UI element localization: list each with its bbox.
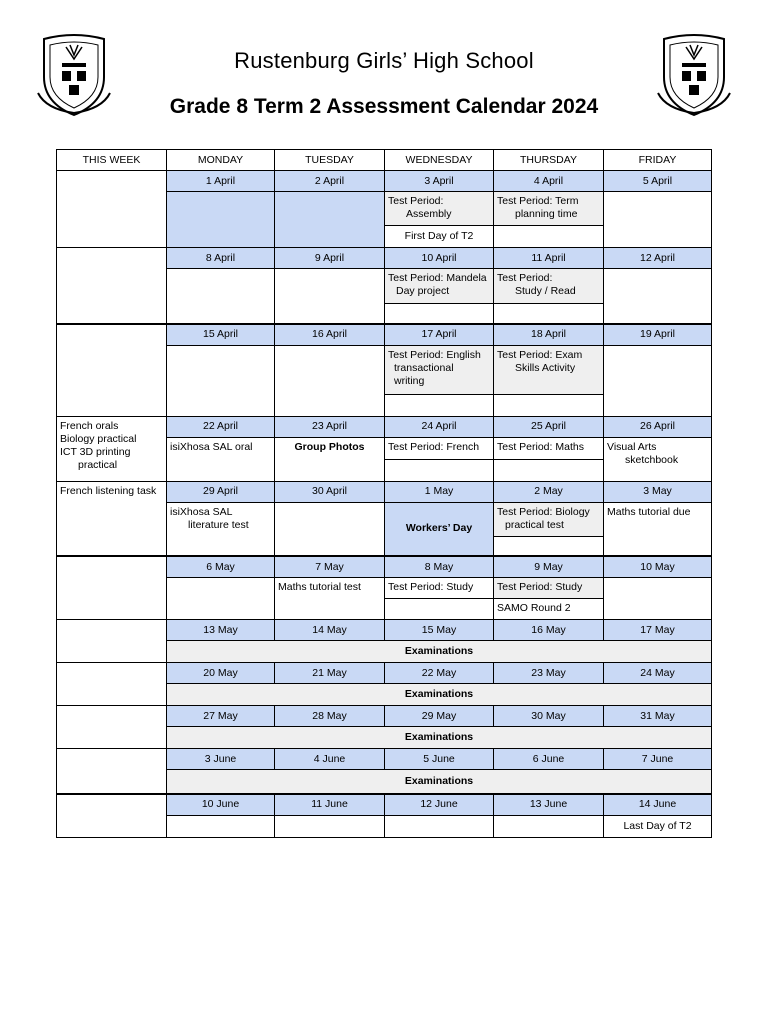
- event-cell: [167, 578, 275, 620]
- date-cell: 4 June: [275, 749, 385, 770]
- week-9-dates: [57, 706, 712, 727]
- event-cell: Test Period: Term planning time: [494, 192, 604, 226]
- event-cell: Group Photos: [275, 437, 385, 481]
- week-7-dates: [57, 620, 712, 641]
- date-cell: 18 April: [494, 324, 604, 346]
- event-cell: [494, 394, 604, 416]
- date-cell: 13 June: [494, 794, 604, 816]
- week-8-dates: [57, 663, 712, 684]
- date-cell: 7 May: [275, 556, 385, 578]
- date-cell: 23 May: [494, 663, 604, 684]
- event-cell: [604, 269, 712, 324]
- date-cell: 15 May: [385, 620, 494, 641]
- date-cell: 26 April: [604, 416, 712, 437]
- date-cell: 24 May: [604, 663, 712, 684]
- date-cell: 23 April: [275, 416, 385, 437]
- event-cell: [494, 536, 604, 556]
- event-cell: Test Period: Study: [494, 578, 604, 599]
- week-4-dates: [57, 416, 712, 437]
- header-row: [57, 150, 712, 171]
- date-cell: 2 April: [275, 171, 385, 192]
- event-cell: isiXhosa SAL literature test: [167, 502, 275, 556]
- date-cell: 11 June: [275, 794, 385, 816]
- exam-banner: Examinations: [167, 727, 712, 749]
- event-cell: Last Day of T2: [604, 815, 712, 837]
- event-cell: SAMO Round 2: [494, 599, 604, 620]
- event-cell: Maths tutorial test: [275, 578, 385, 620]
- this-week-cell: [57, 749, 167, 794]
- event-cell: Test Period: Exam Skills Activity: [494, 345, 604, 394]
- event-cell: [385, 459, 494, 481]
- event-cell: Test Period: English transactional writing: [385, 345, 494, 394]
- col-friday: FRIDAY: [604, 150, 712, 171]
- event-cell: Test Period: Mandela Day project: [385, 269, 494, 304]
- this-week-cell: [57, 706, 167, 749]
- date-cell: 8 April: [167, 248, 275, 269]
- event-cell: Test Period: French: [385, 437, 494, 459]
- date-cell: 14 May: [275, 620, 385, 641]
- assessment-calendar-table: [56, 149, 712, 838]
- event-cell: Visual Arts sketchbook: [604, 437, 712, 481]
- date-cell: 10 June: [167, 794, 275, 816]
- event-cell: [385, 599, 494, 620]
- event-cell: Test Period: Study: [385, 578, 494, 599]
- col-monday: MONDAY: [167, 150, 275, 171]
- exam-banner: Examinations: [167, 770, 712, 794]
- date-cell: 28 May: [275, 706, 385, 727]
- event-cell: [604, 192, 712, 248]
- date-cell: 30 April: [275, 481, 385, 502]
- date-cell: 24 April: [385, 416, 494, 437]
- date-cell: 19 April: [604, 324, 712, 346]
- event-cell: [385, 304, 494, 324]
- week-5-dates: [57, 481, 712, 502]
- event-cell: [604, 345, 712, 416]
- exam-banner: Examinations: [167, 684, 712, 706]
- event-cell: [275, 345, 385, 416]
- event-cell: [494, 304, 604, 324]
- this-week-cell: [57, 556, 167, 620]
- date-cell: 1 May: [385, 481, 494, 502]
- week-6-dates: [57, 556, 712, 578]
- date-cell: 22 April: [167, 416, 275, 437]
- event-cell: [385, 394, 494, 416]
- date-cell: 10 May: [604, 556, 712, 578]
- col-tuesday: TUESDAY: [275, 150, 385, 171]
- event-cell: [275, 192, 385, 248]
- date-cell: 9 May: [494, 556, 604, 578]
- this-week-cell: [57, 794, 167, 838]
- event-cell: [275, 269, 385, 324]
- event-cell: [275, 502, 385, 556]
- date-cell: 22 May: [385, 663, 494, 684]
- date-cell: 16 April: [275, 324, 385, 346]
- col-thursday: THURSDAY: [494, 150, 604, 171]
- date-cell: 29 April: [167, 481, 275, 502]
- event-cell: Test Period: Biology practical test: [494, 502, 604, 536]
- date-cell: 15 April: [167, 324, 275, 346]
- week-1-dates: [57, 171, 712, 192]
- event-cell: First Day of T2: [385, 226, 494, 248]
- date-cell: 29 May: [385, 706, 494, 727]
- col-this-week: THIS WEEK: [57, 150, 167, 171]
- event-cell: Maths tutorial due: [604, 502, 712, 556]
- event-cell: Test Period: Maths: [494, 437, 604, 459]
- event-cell: [167, 269, 275, 324]
- event-cell: Test Period: Assembly: [385, 192, 494, 226]
- date-cell: 3 May: [604, 481, 712, 502]
- date-cell: 17 April: [385, 324, 494, 346]
- date-cell: 12 April: [604, 248, 712, 269]
- date-cell: 7 June: [604, 749, 712, 770]
- date-cell: 4 April: [494, 171, 604, 192]
- week-11-dates: [57, 794, 712, 816]
- event-cell: Test Period: Study / Read: [494, 269, 604, 304]
- date-cell: 1 April: [167, 171, 275, 192]
- event-cell: [275, 815, 385, 837]
- event-cell: [494, 459, 604, 481]
- date-cell: 5 April: [604, 171, 712, 192]
- week-3-dates: [57, 324, 712, 346]
- event-cell: [494, 226, 604, 248]
- date-cell: 6 June: [494, 749, 604, 770]
- this-week-cell: [57, 620, 167, 663]
- date-cell: 27 May: [167, 706, 275, 727]
- date-cell: 20 May: [167, 663, 275, 684]
- date-cell: 31 May: [604, 706, 712, 727]
- date-cell: 5 June: [385, 749, 494, 770]
- date-cell: 11 April: [494, 248, 604, 269]
- date-cell: 13 May: [167, 620, 275, 641]
- date-cell: 2 May: [494, 481, 604, 502]
- event-cell: [494, 815, 604, 837]
- event-cell: [604, 578, 712, 620]
- event-cell: Workers’ Day: [385, 502, 494, 556]
- this-week-cell: [57, 171, 167, 248]
- date-cell: 9 April: [275, 248, 385, 269]
- this-week-cell: French orals Biology practical ICT 3D printing practical: [57, 416, 167, 481]
- date-cell: 16 May: [494, 620, 604, 641]
- date-cell: 3 June: [167, 749, 275, 770]
- page-title: Grade 8 Term 2 Assessment Calendar 2024: [169, 95, 599, 118]
- week-2-dates: [57, 248, 712, 269]
- this-week-cell: French listening task: [57, 481, 167, 556]
- event-cell: [167, 345, 275, 416]
- date-cell: 12 June: [385, 794, 494, 816]
- date-cell: 3 April: [385, 171, 494, 192]
- exam-banner: Examinations: [167, 641, 712, 663]
- date-cell: 17 May: [604, 620, 712, 641]
- event-cell: [385, 815, 494, 837]
- date-cell: 8 May: [385, 556, 494, 578]
- event-cell: [167, 192, 275, 248]
- date-cell: 30 May: [494, 706, 604, 727]
- event-cell: isiXhosa SAL oral: [167, 437, 275, 481]
- date-cell: 21 May: [275, 663, 385, 684]
- school-name: Rustenburg Girls’ High School: [234, 48, 534, 73]
- this-week-cell: [57, 248, 167, 324]
- col-wednesday: WEDNESDAY: [385, 150, 494, 171]
- date-cell: 6 May: [167, 556, 275, 578]
- date-cell: 14 June: [604, 794, 712, 816]
- event-cell: [167, 815, 275, 837]
- date-cell: 25 April: [494, 416, 604, 437]
- week-10-dates: [57, 749, 712, 770]
- this-week-cell: [57, 663, 167, 706]
- this-week-cell: [57, 324, 167, 417]
- date-cell: 10 April: [385, 248, 494, 269]
